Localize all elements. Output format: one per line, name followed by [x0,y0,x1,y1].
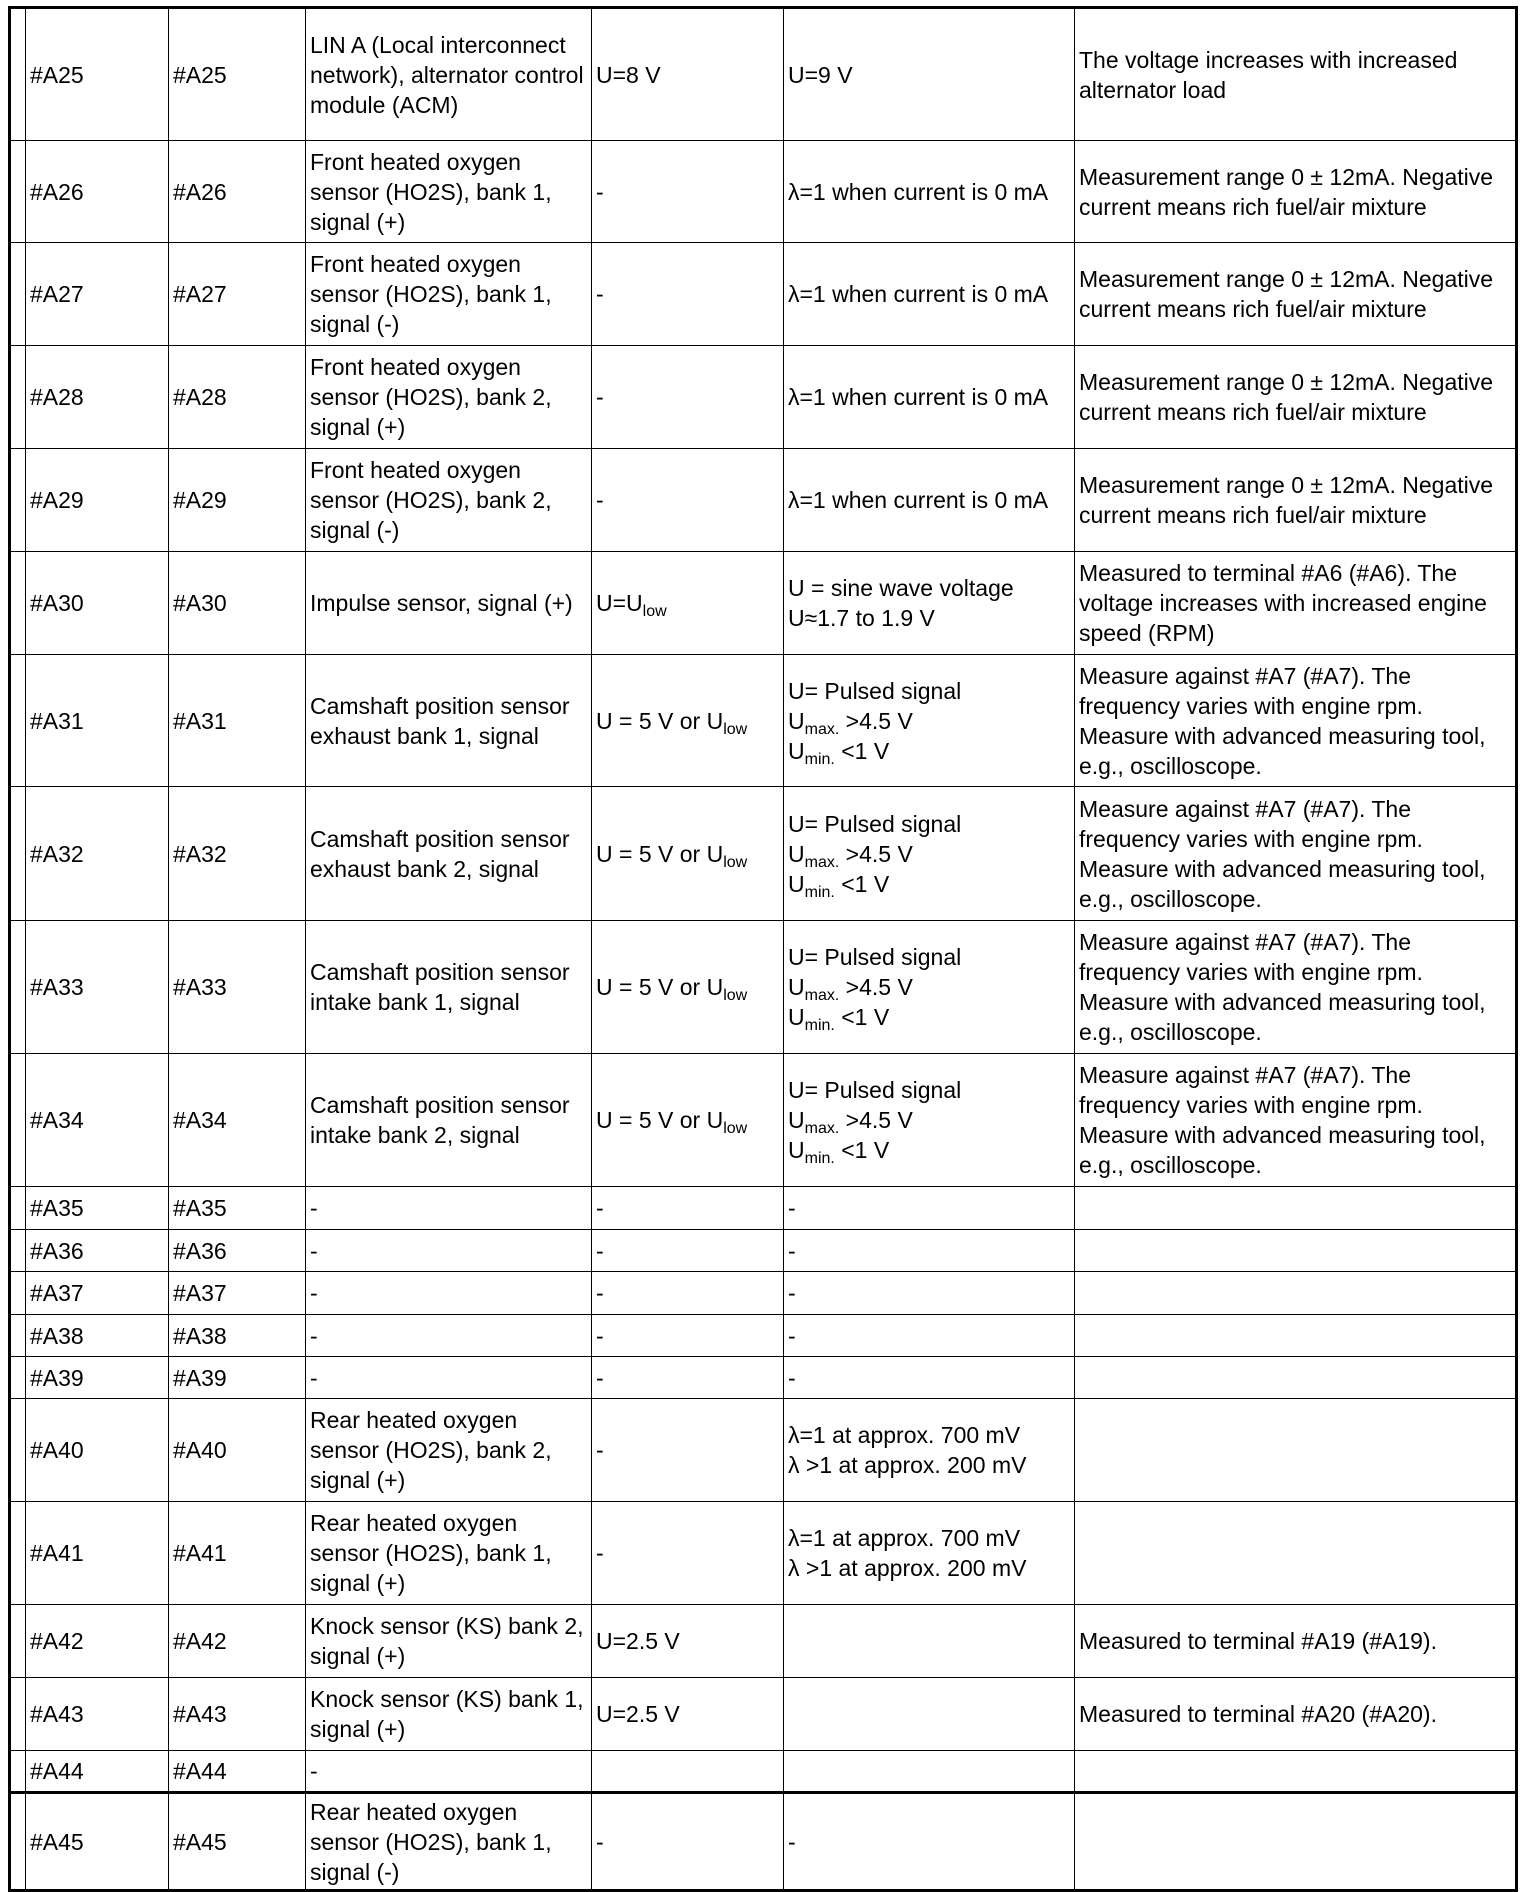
remarks-cell: Measured to terminal #A20 (#A20). [1075,1678,1517,1751]
measured-value-cell [784,141,1075,243]
row-margin-cell [10,141,26,243]
value-line [788,942,1070,972]
nominal-value-cell [592,1502,784,1605]
value-text: - [788,1237,796,1264]
description-cell: - [306,1751,592,1793]
subscript: low [723,720,748,738]
row-margin-cell [10,1678,26,1751]
table-body [10,8,1517,1891]
table-row [10,449,1517,552]
value-text: - [596,1280,604,1306]
value-line [788,1075,1070,1105]
pin-cell: #A39 [169,1357,306,1399]
value-text: U [788,974,805,1000]
pin-cell: #A34 [26,1054,169,1187]
value-text: U [788,1107,805,1133]
measured-value-cell [784,1230,1075,1272]
pin-cell: #A36 [169,1230,306,1272]
value-text: U [788,1004,805,1030]
table-row [10,1230,1517,1272]
pin-cell: #A40 [26,1399,169,1502]
value-text: >4.5 V [839,1107,913,1133]
subscript: low [723,1120,748,1137]
remarks-cell: Measure against #A7 (#A7). The frequency varies with engine rpm. Measure with advanced measuring tool, e.g., oscilloscope. [1075,921,1517,1054]
nominal-value-cell [592,1187,784,1230]
value-text: U = 5 V or U [596,707,724,734]
table-row [10,8,1517,141]
nominal-value-cell [592,1399,784,1502]
value-line [788,706,1070,736]
value-text: - [788,1828,796,1855]
measured-value-cell [784,1793,1075,1891]
value-line [596,279,779,309]
description-cell: Front heated oxygen sensor (HO2S), bank 2, signal (+) [306,346,592,449]
nominal-value-cell [592,1605,784,1678]
value-text: U = 5 V or U [596,1107,724,1133]
nominal-value-cell [592,449,784,552]
pin-cell: #A41 [169,1502,306,1605]
pin-cell: #A44 [26,1751,169,1793]
subscript: max. [804,1120,840,1137]
description-cell: Camshaft position sensor intake bank 1, signal [306,921,592,1054]
description-cell: - [306,1315,592,1357]
remarks-cell: Measure against #A7 (#A7). The frequency varies with engine rpm. Measure with advanced measuring tool, e.g., oscilloscope. [1075,655,1517,787]
table-row [10,1272,1517,1315]
description-cell: Rear heated oxygen sensor (HO2S), bank 1, signal (-) [306,1793,592,1891]
pin-cell: #A30 [169,552,306,655]
row-margin-cell [10,1230,26,1272]
value-text: U= Pulsed signal [788,677,962,704]
value-text: U= Pulsed signal [788,1077,962,1103]
table-row [10,787,1517,921]
value-line [788,1135,1070,1165]
row-margin-cell [10,1187,26,1230]
value-line [596,485,779,515]
description-cell: Front heated oxygen sensor (HO2S), bank 1, signal (+) [306,141,592,243]
remarks-cell: Measurement range 0 ± 12mA. Negative current means rich fuel/air mixture [1075,449,1517,552]
value-text: - [788,1280,796,1306]
value-line [596,1105,779,1135]
nominal-value-cell [592,1230,784,1272]
description-cell: Impulse sensor, signal (+) [306,552,592,655]
value-text: U [788,707,805,734]
row-margin-cell [10,1605,26,1678]
pin-cell: #A28 [169,346,306,449]
value-line [788,972,1070,1002]
value-text: - [596,384,604,410]
value-line [788,869,1070,899]
table-row [10,1751,1517,1793]
value-line [788,1105,1070,1135]
value-text: U [788,1137,805,1163]
value-text: - [788,1195,796,1221]
measured-value-cell [784,1751,1075,1793]
value-line [788,1523,1070,1553]
value-text: - [596,1540,604,1566]
value-text: - [596,487,604,513]
nominal-value-cell [592,141,784,243]
table-row [10,1678,1517,1751]
value-text: λ=1 when current is 0 mA [788,178,1049,205]
value-text: U=9 V [788,61,853,88]
subscript: min. [804,1150,835,1167]
remarks-cell [1075,1187,1517,1230]
table-row [10,1187,1517,1230]
nominal-value-cell [592,1054,784,1187]
measured-value-cell [784,1399,1075,1502]
pin-cell: #A35 [169,1187,306,1230]
measured-value-cell [784,449,1075,552]
value-line [596,1236,779,1266]
remarks-cell: Measurement range 0 ± 12mA. Negative current means rich fuel/air mixture [1075,346,1517,449]
nominal-value-cell [592,243,784,346]
value-text: - [596,178,604,205]
value-line [596,1538,779,1568]
value-line [596,1363,779,1393]
pin-cell: #A30 [26,552,169,655]
measured-value-cell [784,921,1075,1054]
value-text: U [788,840,805,867]
value-text: - [788,1364,796,1391]
table-row [10,141,1517,243]
nominal-value-cell [592,346,784,449]
description-cell: - [306,1230,592,1272]
description-cell: Knock sensor (KS) bank 1, signal (+) [306,1678,592,1751]
table-row [10,1605,1517,1678]
value-line [596,1321,779,1351]
value-text: U = sine wave voltage [788,575,1014,601]
measured-value-cell [784,655,1075,787]
value-text: λ >1 at approx. 200 mV [788,1555,1027,1581]
pin-cell: #A34 [169,1054,306,1187]
row-margin-cell [10,787,26,921]
subscript: low [642,603,667,620]
value-text: >4.5 V [839,974,913,1000]
value-text: U [788,870,805,897]
pin-cell: #A40 [169,1399,306,1502]
value-text: - [596,1322,604,1349]
subscript: max. [804,720,840,738]
value-line [788,485,1070,515]
measured-value-cell [784,1678,1075,1751]
value-text: U= Pulsed signal [788,810,962,837]
description-cell: Camshaft position sensor intake bank 2, signal [306,1054,592,1187]
value-line [788,1363,1070,1393]
value-line [788,1321,1070,1351]
description-cell: - [306,1272,592,1315]
subscript: max. [804,987,840,1004]
nominal-value-cell [592,1793,784,1891]
pin-cell: #A29 [169,449,306,552]
remarks-cell [1075,1751,1517,1793]
row-margin-cell [10,1502,26,1605]
row-margin-cell [10,1357,26,1399]
value-line [788,736,1070,766]
pin-cell: #A36 [26,1230,169,1272]
value-text: - [596,1195,604,1221]
remarks-cell [1075,1502,1517,1605]
remarks-cell: Measure against #A7 (#A7). The frequency varies with engine rpm. Measure with advanced measuring tool, e.g., oscilloscope. [1075,787,1517,921]
value-text: λ=1 at approx. 700 mV [788,1525,1021,1551]
measured-value-cell [784,1605,1075,1678]
value-text: λ=1 when current is 0 mA [788,281,1049,307]
remarks-cell: The voltage increases with increased alternator load [1075,8,1517,141]
pin-cell: #A26 [169,141,306,243]
table-row [10,1793,1517,1891]
pin-cell: #A45 [169,1793,306,1891]
remarks-cell: Measure against #A7 (#A7). The frequency varies with engine rpm. Measure with advanced measuring tool, e.g., oscilloscope. [1075,1054,1517,1187]
value-line [788,809,1070,839]
row-margin-cell [10,552,26,655]
table-row [10,921,1517,1054]
row-margin-cell [10,1751,26,1793]
measured-value-cell [784,787,1075,921]
remarks-cell [1075,1315,1517,1357]
value-line [788,177,1070,207]
value-line [788,60,1070,90]
description-cell: Camshaft position sensor exhaust bank 2, signal [306,787,592,921]
row-margin-cell [10,346,26,449]
value-line [596,1278,779,1308]
value-line [788,603,1070,633]
value-line [596,1193,779,1223]
remarks-cell: Measured to terminal #A6 (#A6). The voltage increases with increased engine speed (RPM) [1075,552,1517,655]
row-margin-cell [10,1399,26,1502]
row-margin-cell [10,1315,26,1357]
table-row [10,1399,1517,1502]
value-line [788,1193,1070,1223]
row-margin-cell [10,1054,26,1187]
pin-cell: #A38 [26,1315,169,1357]
value-text: U [788,737,805,764]
pin-cell: #A37 [169,1272,306,1315]
description-cell: Camshaft position sensor exhaust bank 1, signal [306,655,592,787]
remarks-cell: Measurement range 0 ± 12mA. Negative current means rich fuel/air mixture [1075,141,1517,243]
subscript: low [723,987,748,1004]
value-text: U=2.5 V [596,1628,680,1654]
description-cell: Knock sensor (KS) bank 2, signal (+) [306,1605,592,1678]
value-line [596,1827,779,1857]
value-text: λ=1 when current is 0 mA [788,384,1049,410]
value-text: - [596,1437,604,1463]
nominal-value-cell [592,921,784,1054]
value-text: >4.5 V [839,840,913,867]
value-line [788,839,1070,869]
value-line [788,1420,1070,1450]
measured-value-cell [784,8,1075,141]
nominal-value-cell [592,655,784,787]
value-text: U=8 V [596,61,661,88]
nominal-value-cell [592,787,784,921]
measured-value-cell [784,1357,1075,1399]
value-line [596,60,779,90]
pin-cell: #A29 [26,449,169,552]
description-cell: - [306,1187,592,1230]
value-text: <1 V [834,1004,890,1030]
row-margin-cell [10,8,26,141]
value-text: - [788,1322,796,1349]
pin-cell: #A31 [26,655,169,787]
pin-cell: #A43 [26,1678,169,1751]
pin-cell: #A28 [26,346,169,449]
value-line [788,1236,1070,1266]
pin-cell: #A41 [26,1502,169,1605]
value-line [788,1450,1070,1480]
value-line [788,279,1070,309]
value-line [788,676,1070,706]
pin-cell: #A39 [26,1357,169,1399]
nominal-value-cell [592,1272,784,1315]
value-text: U=2.5 V [596,1701,680,1727]
pin-cell: #A44 [169,1751,306,1793]
pin-cell: #A27 [169,243,306,346]
table-row [10,1054,1517,1187]
table-row [10,346,1517,449]
value-line [596,706,779,736]
value-text: - [596,1237,604,1264]
value-text: - [596,1364,604,1391]
measured-value-cell [784,1054,1075,1187]
pin-cell: #A25 [169,8,306,141]
table-row [10,1357,1517,1399]
measured-value-cell [784,552,1075,655]
description-cell: Front heated oxygen sensor (HO2S), bank 1, signal (-) [306,243,592,346]
value-text: λ >1 at approx. 200 mV [788,1452,1027,1478]
measured-value-cell [784,1315,1075,1357]
description-cell: - [306,1357,592,1399]
value-line [788,1278,1070,1308]
pin-cell: #A38 [169,1315,306,1357]
description-cell: Front heated oxygen sensor (HO2S), bank 2, signal (-) [306,449,592,552]
subscript: min. [804,1017,835,1034]
pin-cell: #A33 [169,921,306,1054]
remarks-cell: Measurement range 0 ± 12mA. Negative current means rich fuel/air mixture [1075,243,1517,346]
subscript: max. [804,853,840,871]
value-text: <1 V [834,870,890,897]
pin-cell: #A31 [169,655,306,787]
row-margin-cell [10,243,26,346]
row-margin-cell [10,1793,26,1891]
pin-cell: #A45 [26,1793,169,1891]
value-line [788,1827,1070,1857]
pin-cell: #A32 [169,787,306,921]
value-line [596,1435,779,1465]
value-text: <1 V [834,737,890,764]
measured-value-cell [784,243,1075,346]
description-cell: Rear heated oxygen sensor (HO2S), bank 2, signal (+) [306,1399,592,1502]
row-margin-cell [10,449,26,552]
value-line [596,1699,779,1729]
pin-cell: #A35 [26,1187,169,1230]
subscript: min. [804,883,835,901]
nominal-value-cell [592,8,784,141]
table-row [10,1315,1517,1357]
nominal-value-cell [592,1678,784,1751]
measured-value-cell [784,1187,1075,1230]
value-line [596,382,779,412]
nominal-value-cell [592,552,784,655]
value-text: U = 5 V or U [596,974,724,1000]
remarks-cell [1075,1230,1517,1272]
table-row [10,1502,1517,1605]
value-text: <1 V [834,1137,890,1163]
value-line [788,1553,1070,1583]
value-line [788,573,1070,603]
pin-cell: #A37 [26,1272,169,1315]
value-line [596,177,779,207]
value-line [596,1626,779,1656]
nominal-value-cell [592,1315,784,1357]
measured-value-cell [784,1502,1075,1605]
value-text: - [596,281,604,307]
table-row [10,552,1517,655]
subscript: min. [804,750,835,768]
nominal-value-cell [592,1357,784,1399]
remarks-cell [1075,1399,1517,1502]
remarks-cell [1075,1272,1517,1315]
pin-cell: #A32 [26,787,169,921]
row-margin-cell [10,921,26,1054]
pin-cell: #A27 [26,243,169,346]
remarks-cell [1075,1793,1517,1891]
value-text: U= Pulsed signal [788,944,962,970]
remarks-cell [1075,1357,1517,1399]
value-line [788,382,1070,412]
measured-value-cell [784,1272,1075,1315]
value-line [596,972,779,1002]
value-line [596,588,779,618]
description-cell: Rear heated oxygen sensor (HO2S), bank 1, signal (+) [306,1502,592,1605]
value-text: U = 5 V or U [596,840,724,867]
remarks-cell: Measured to terminal #A19 (#A19). [1075,1605,1517,1678]
measured-value-cell [784,346,1075,449]
row-margin-cell [10,655,26,787]
value-text: - [596,1828,604,1855]
pin-cell: #A43 [169,1678,306,1751]
value-text: λ=1 when current is 0 mA [788,487,1049,513]
nominal-value-cell [592,1751,784,1793]
value-line [596,839,779,869]
value-line [788,1002,1070,1032]
table-row [10,655,1517,787]
pin-cell: #A42 [169,1605,306,1678]
value-text: U=U [596,590,643,616]
table-row [10,243,1517,346]
description-cell: LIN A (Local interconnect network), alternator control module (ACM) [306,8,592,141]
value-text: λ=1 at approx. 700 mV [788,1422,1021,1448]
row-margin-cell [10,1272,26,1315]
pin-cell: #A25 [26,8,169,141]
pin-cell: #A33 [26,921,169,1054]
value-text: >4.5 V [839,707,913,734]
subscript: low [723,853,748,871]
pin-cell: #A26 [26,141,169,243]
pin-measurement-table [8,6,1518,1892]
pin-cell: #A42 [26,1605,169,1678]
value-text: U≈1.7 to 1.9 V [788,605,935,631]
